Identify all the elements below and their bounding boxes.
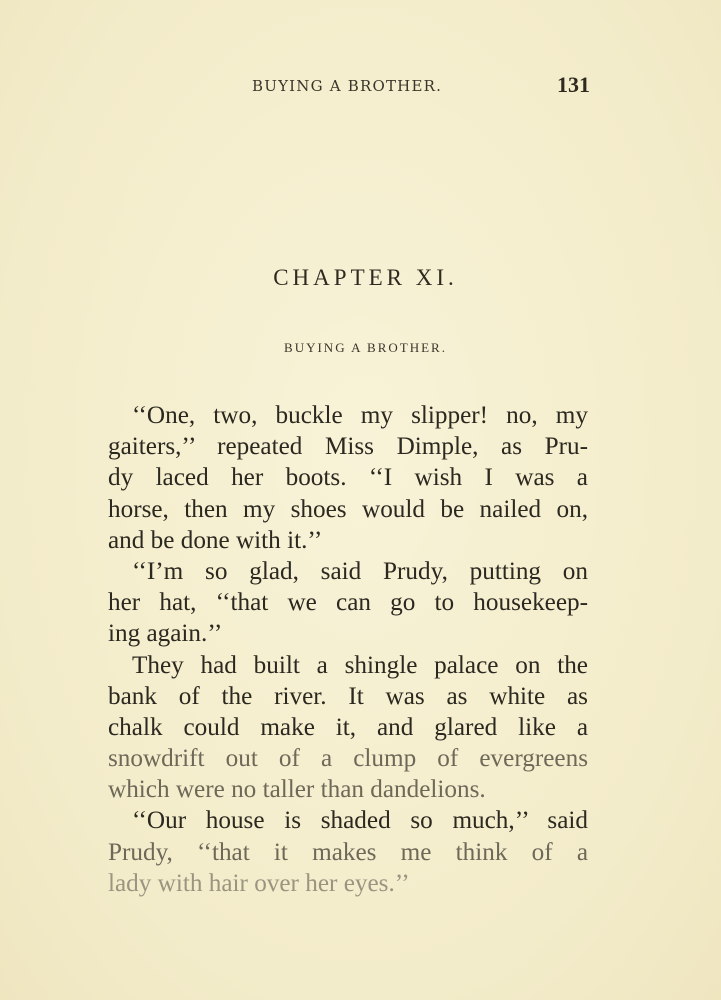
- text-line: bank of the river. It was as white as: [108, 682, 588, 710]
- text-line: horse, then my shoes would be nailed on,: [108, 495, 588, 523]
- text-line: dy laced her boots. ‘‘I wish I was a: [108, 464, 588, 492]
- text-line: chalk could make it, and glared like a: [108, 713, 588, 741]
- text-line: ‘‘I’m so glad, said Prudy, putting on: [132, 557, 588, 585]
- text-line: lady with hair over her eyes.’’: [108, 869, 410, 897]
- text-line: gaiters,’’ repeated Miss Dimple, as Pru-: [108, 433, 588, 461]
- text-line: and be done with it.’’: [108, 526, 323, 554]
- text-line: ing again.’’: [108, 620, 223, 648]
- text-line: They had built a shingle palace on the: [132, 651, 588, 679]
- text-line: ‘‘Our house is shaded so much,’’ said: [132, 807, 588, 835]
- text-line: snowdrift out of a clump of evergreens: [108, 745, 588, 773]
- chapter-heading: CHAPTER XI.: [273, 265, 458, 290]
- running-head: [108, 72, 590, 100]
- text-line: ‘‘One, two, buckle my slipper! no, my: [132, 402, 588, 429]
- text-line: Prudy, ‘‘that it makes me think of a: [108, 838, 588, 866]
- text-line: her hat, ‘‘that we can go to housekeep-: [108, 589, 588, 617]
- text-line: which were no taller than dandelions.: [108, 776, 486, 804]
- body-text: [108, 400, 588, 899]
- chapter-subtitle: BUYING A BROTHER.: [284, 340, 447, 355]
- page-number: 131: [557, 72, 590, 97]
- running-head-title: BUYING A BROTHER.: [252, 77, 443, 95]
